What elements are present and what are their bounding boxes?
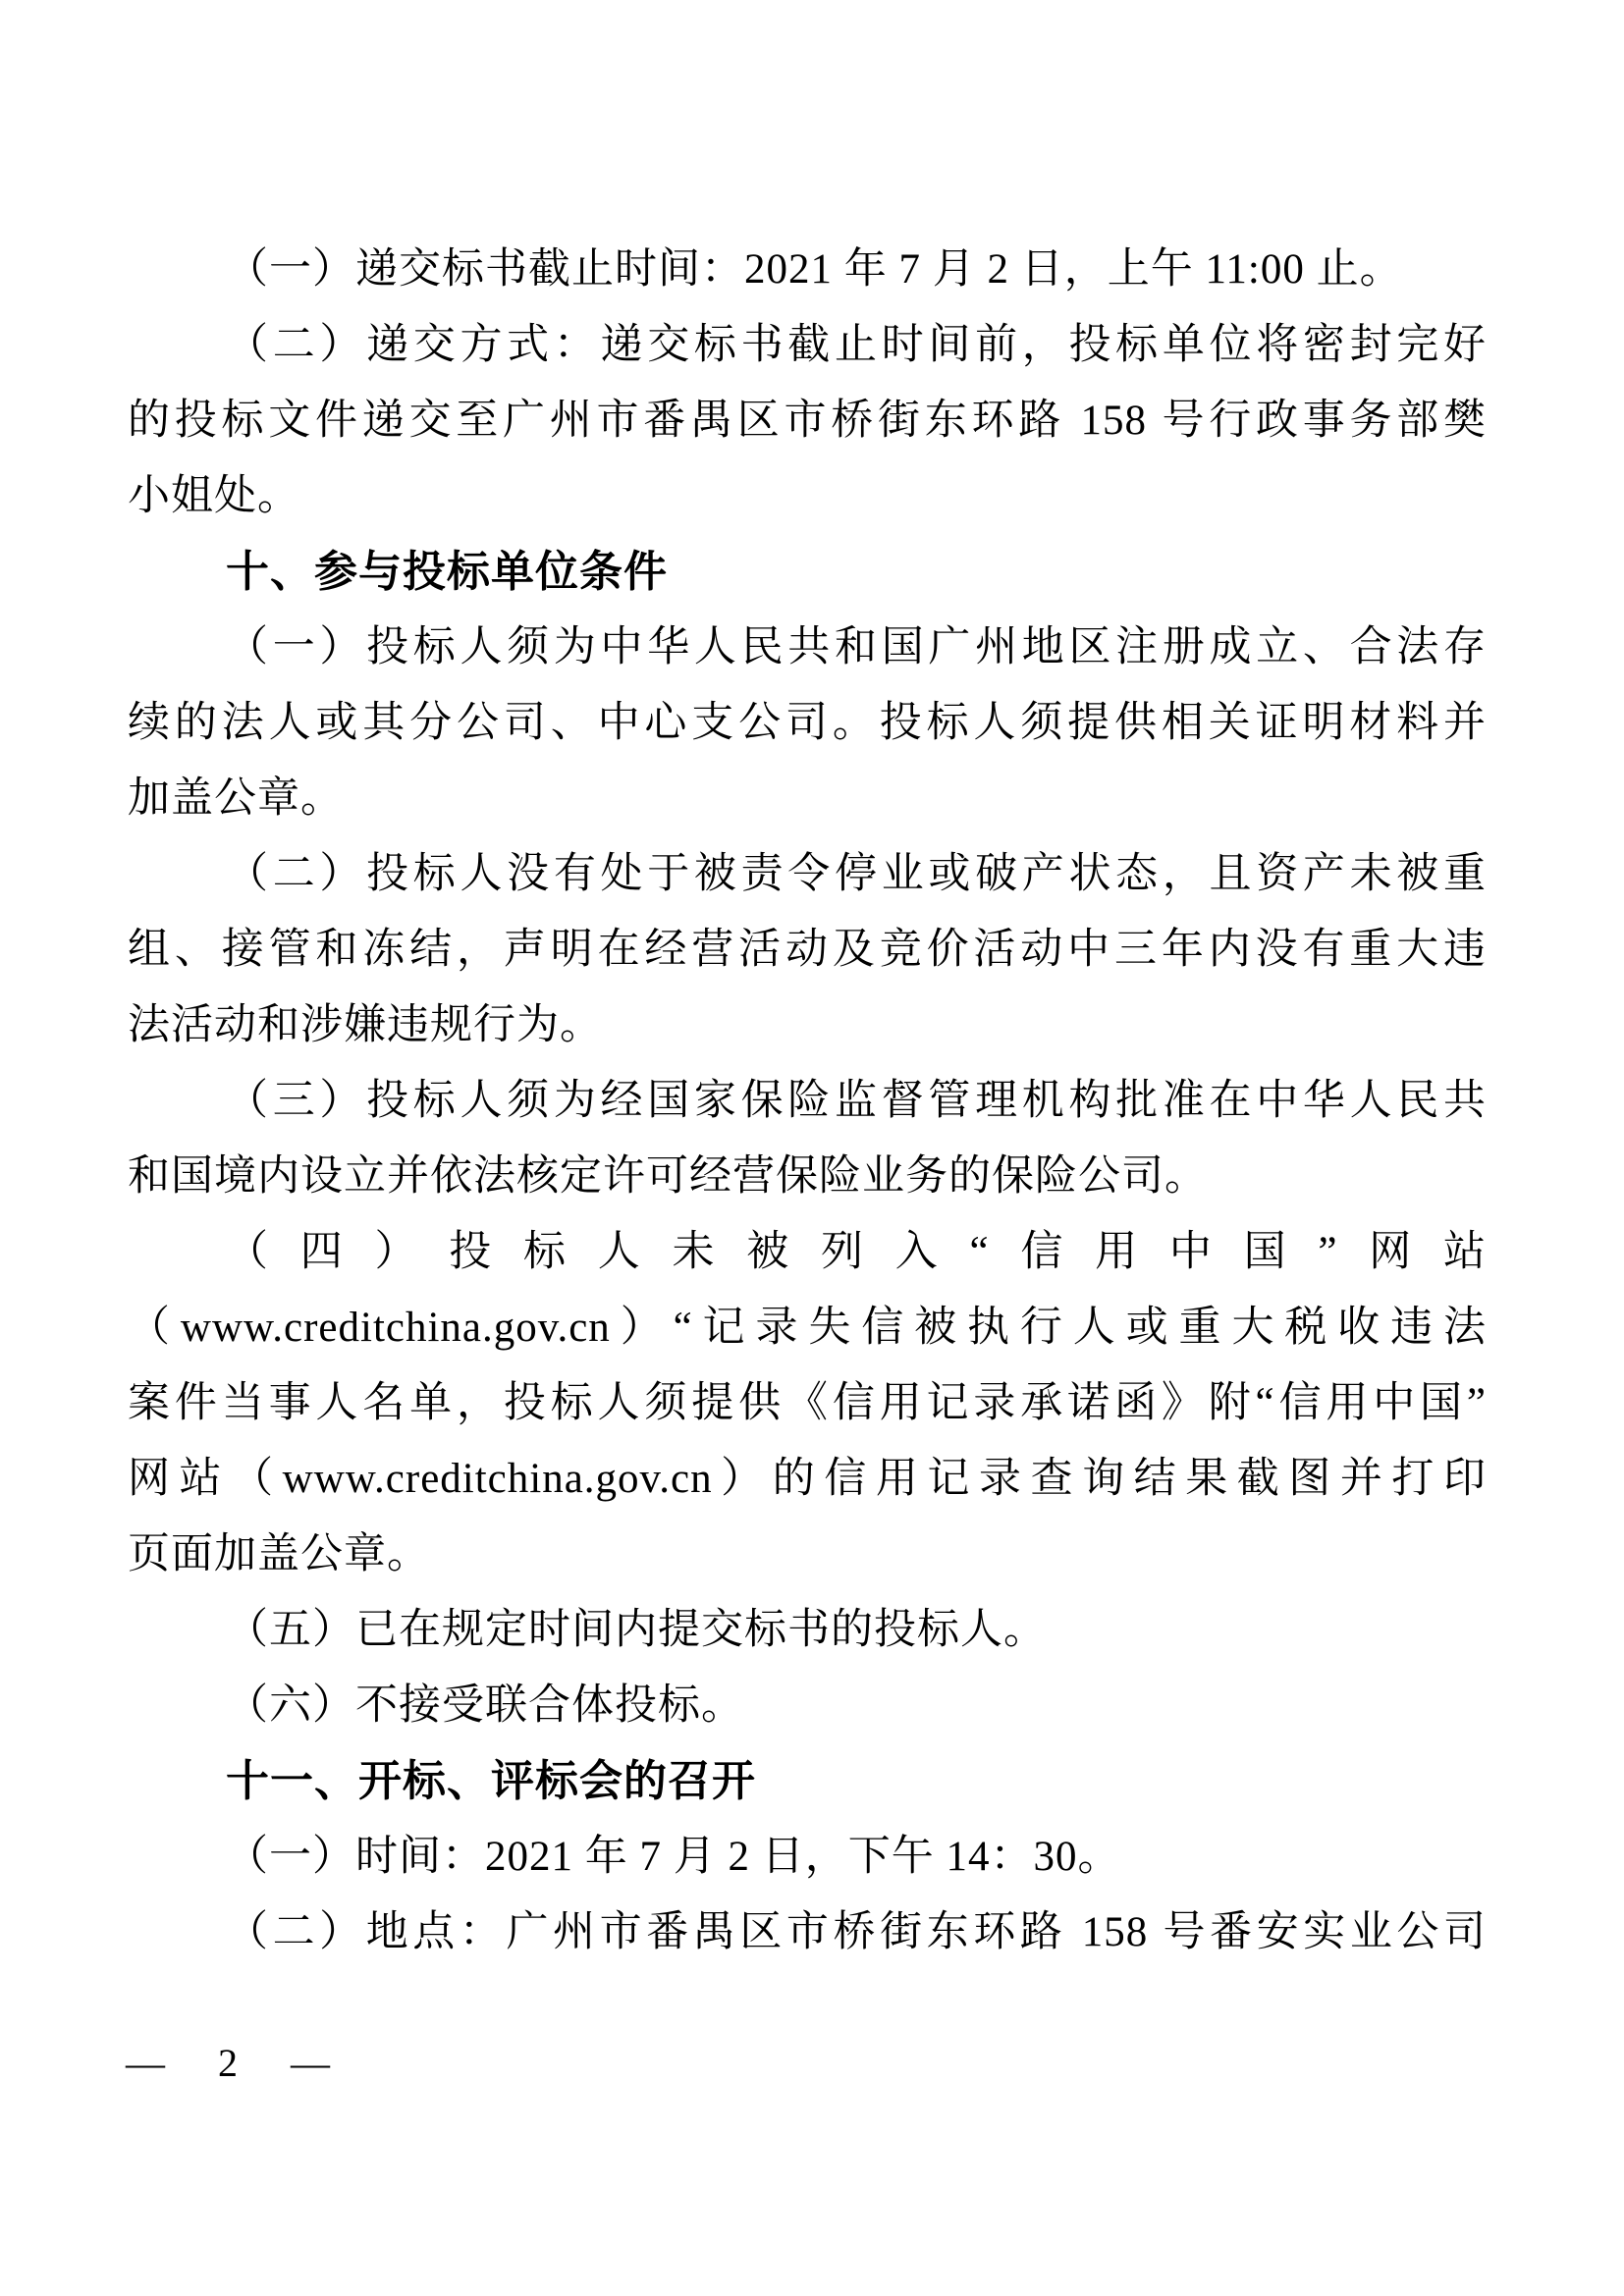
paragraph-line: 法活动和涉嫌违规行为。 bbox=[128, 1002, 603, 1048]
section-heading: 十一、开标、评标会的召开 bbox=[226, 1757, 756, 1805]
paragraph-line: （www.creditchina.gov.cn）“记录失信被执行人或重大税收违法 bbox=[128, 1305, 1487, 1351]
section-heading: 十、参与投标单位条件 bbox=[226, 548, 668, 596]
paragraph-line: 的投标文件递交至广州市番禺区市桥街东环路 158 号行政事务部樊 bbox=[128, 398, 1487, 444]
paragraph-line: （四）投标人未被列入“信用中国”网站 bbox=[226, 1229, 1487, 1275]
paragraph-line: （一）投标人须为中华人民共和国广州地区注册成立、合法存 bbox=[226, 624, 1487, 670]
paragraph-line: （一）递交标书截止时间：2021 年 7 月 2 日，上午 11:00 止。 bbox=[226, 246, 1403, 293]
document-body bbox=[128, 232, 1487, 1970]
paragraph-line: （六）不接受联合体投标。 bbox=[226, 1682, 744, 1729]
paragraph-line: 网站（www.creditchina.gov.cn）的信用记录查询结果截图并打印 bbox=[128, 1456, 1487, 1502]
paragraph-line: 页面加盖公章。 bbox=[128, 1531, 430, 1577]
paragraph-line: （二）投标人没有处于被责令停业或破产状态，且资产未被重 bbox=[226, 851, 1487, 897]
paragraph-line: 组、接管和冻结，声明在经营活动及竞价活动中三年内没有重大违 bbox=[128, 927, 1487, 973]
paragraph-line: （三）投标人须为经国家保险监督管理机构批准在中华人民共 bbox=[226, 1078, 1487, 1124]
paragraph-line: 和国境内设立并依法核定许可经营保险业务的保险公司。 bbox=[128, 1153, 1208, 1200]
paragraph-line: 加盖公章。 bbox=[128, 775, 344, 822]
paragraph-line: （一）时间：2021 年 7 月 2 日，下午 14：30。 bbox=[226, 1834, 1121, 1880]
page-number: — 2 — bbox=[126, 2041, 346, 2085]
paragraph-line: 案件当事人名单，投标人须提供《信用记录承诺函》附“信用中国” bbox=[128, 1380, 1487, 1426]
paragraph-line: 小姐处。 bbox=[128, 473, 300, 519]
paragraph-line: （二）地点：广州市番禺区市桥街东环路 158 号番安实业公司 bbox=[226, 1909, 1487, 1955]
paragraph-line: （二）递交方式：递交标书截止时间前，投标单位将密封完好 bbox=[226, 322, 1487, 368]
paragraph-line: 续的法人或其分公司、中心支公司。投标人须提供相关证明材料并 bbox=[128, 700, 1487, 746]
paragraph-line: （五）已在规定时间内提交标书的投标人。 bbox=[226, 1607, 1047, 1653]
